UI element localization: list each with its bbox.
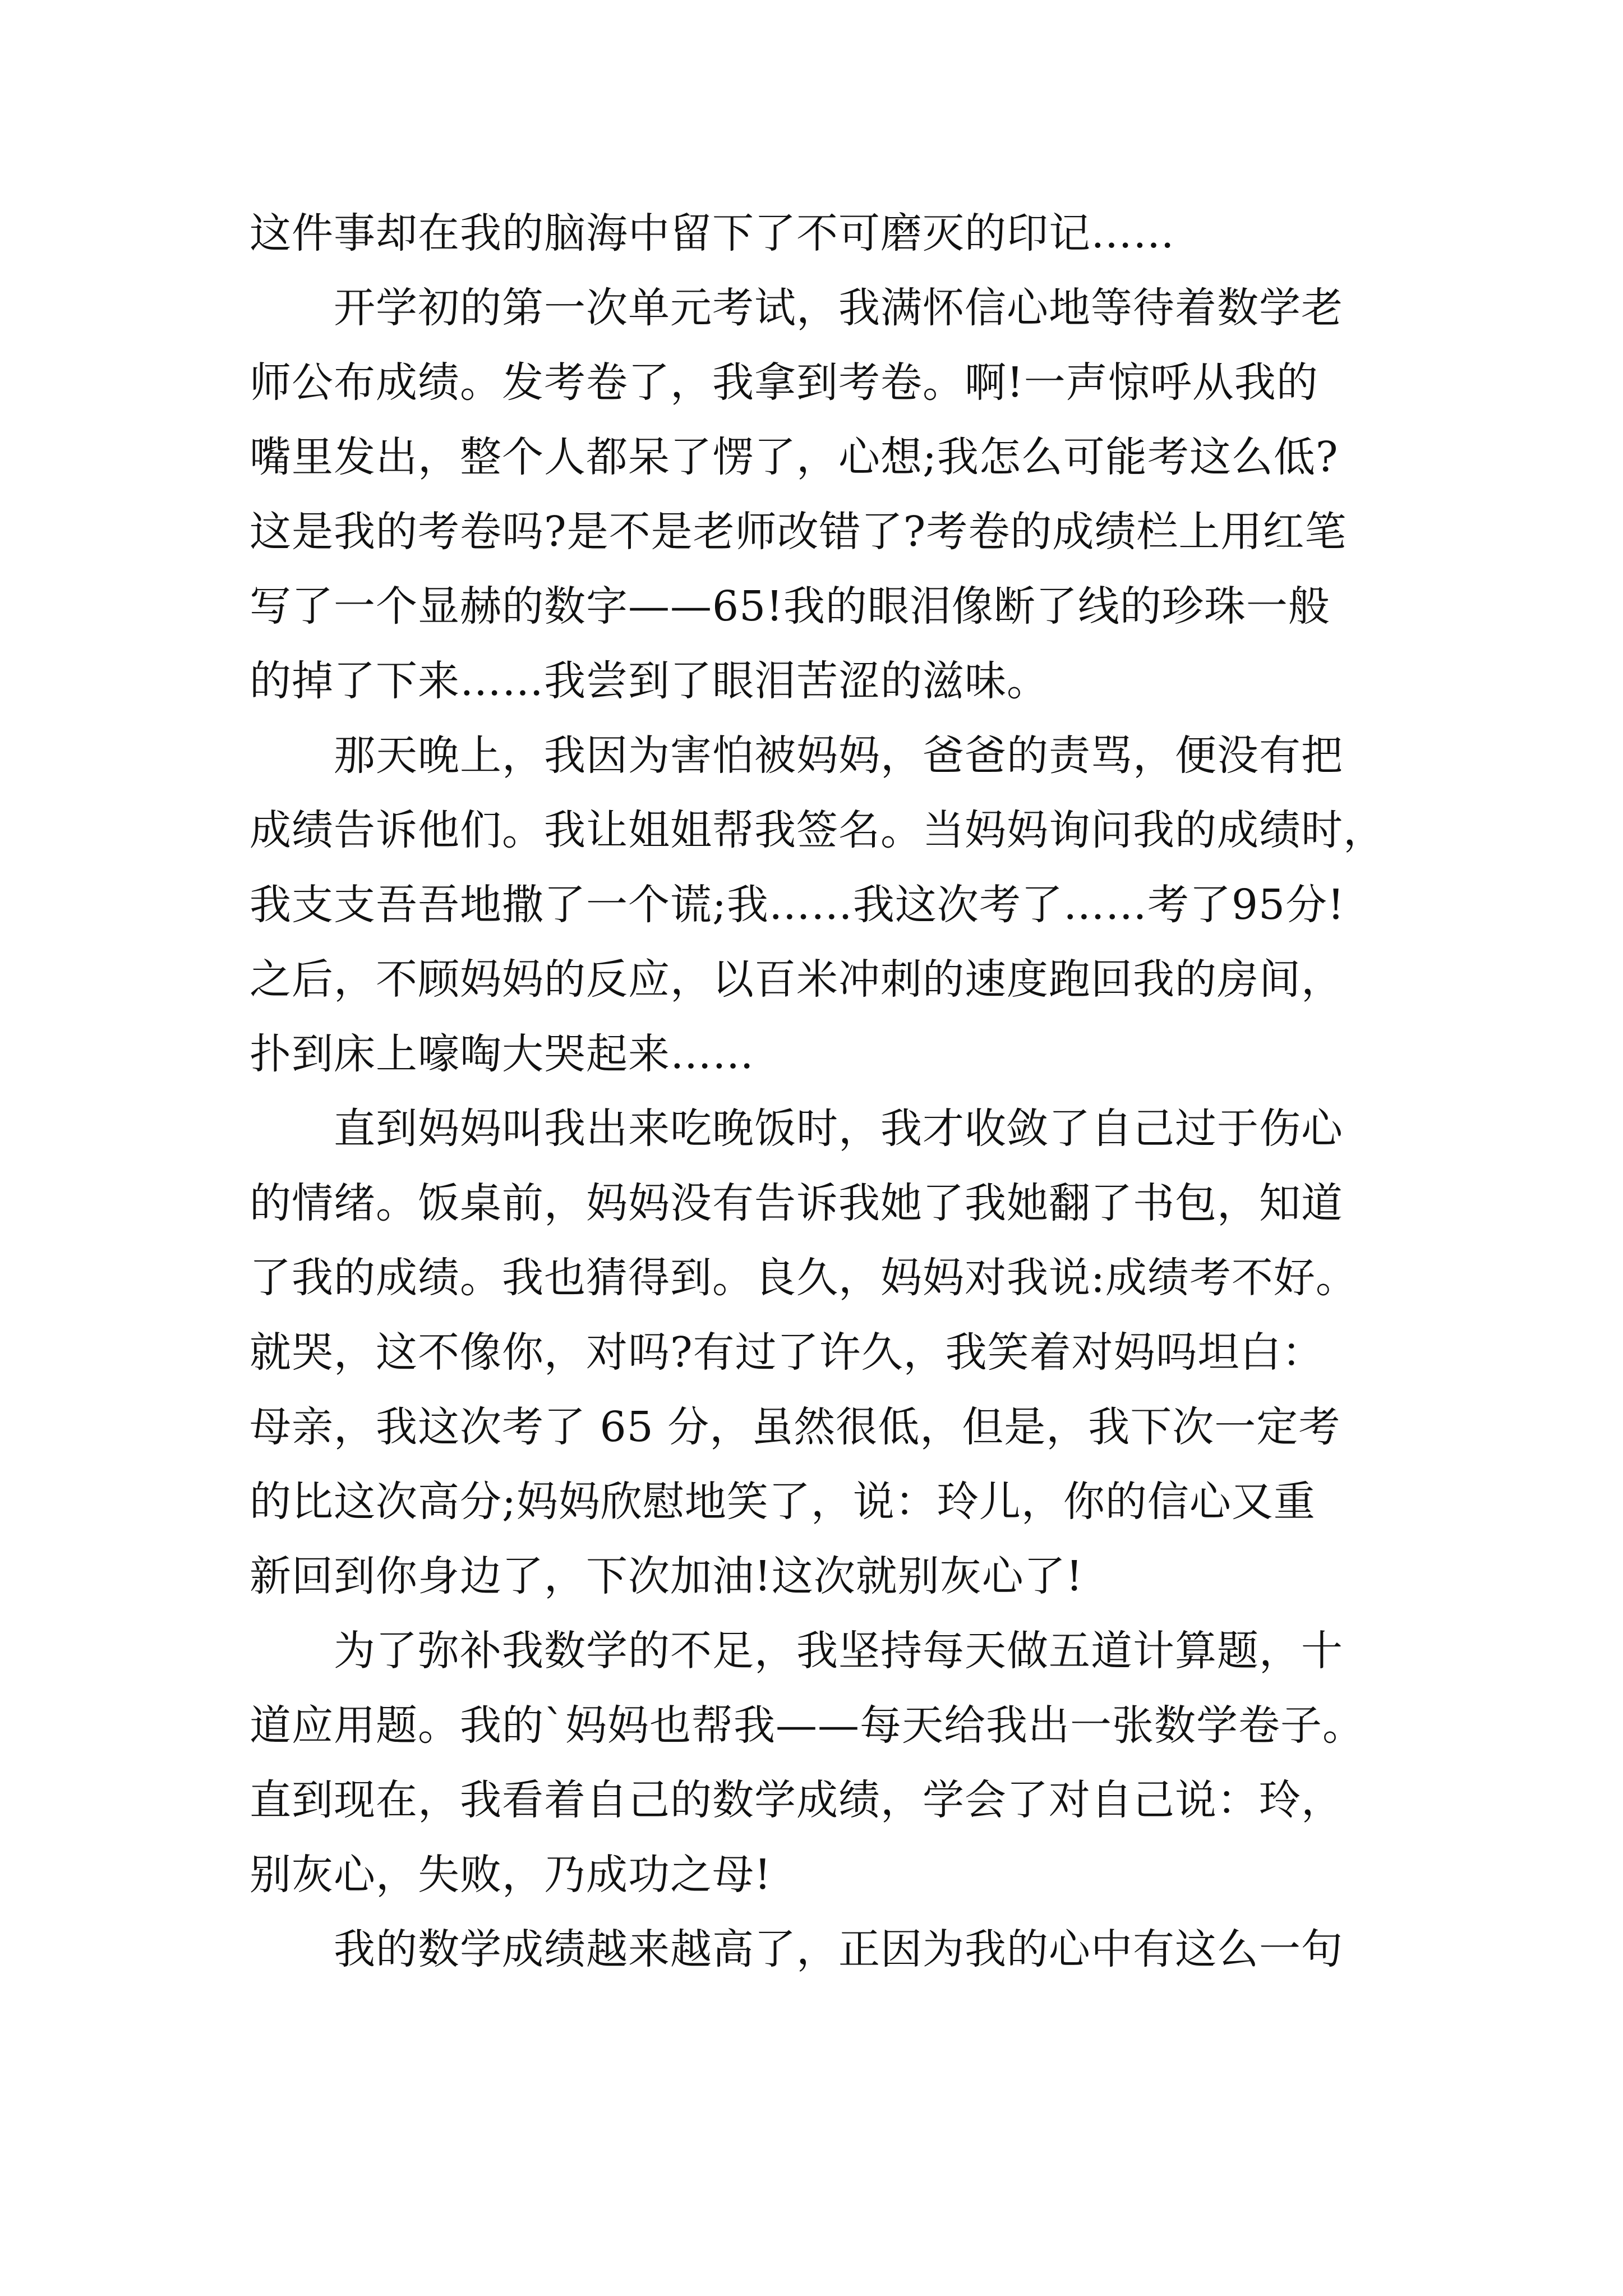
text-line: 之后，不顾妈妈的反应，以百米冲刺的速度跑回我的房间， (250, 955, 1343, 1004)
text-line: 那天晚上，我因为害怕被妈妈，爸爸的责骂，便没有把 (334, 731, 1343, 780)
text-line: 直到现在，我看着自己的数学成绩，学会了对自己说：玲， (250, 1776, 1343, 1824)
text-line: 我支支吾吾地撒了一个谎;我……我这次考了……考了95分! (250, 881, 1345, 929)
text-line: 为了弥补我数学的不足，我坚持每天做五道计算题，十 (334, 1627, 1343, 1675)
text-line: 的掉了下来……我尝到了眼泪苦涩的滋味。 (250, 657, 1049, 705)
essay-text (250, 196, 1385, 1987)
text-line: 扑到床上嚎啕大哭起来…… (250, 1030, 754, 1078)
text-line: 师公布成绩。发考卷了，我拿到考卷。啊!一声惊呼从我的 (250, 358, 1318, 407)
text-line: 道应用题。我的`妈妈也帮我——每天给我出一张数学卷子。 (250, 1701, 1364, 1750)
text-line: 开学初的第一次单元考试，我满怀信心地等待着数学老 (334, 284, 1343, 332)
text-line: 成绩告诉他们。我让姐姐帮我签名。当妈妈询问我的成绩时， (250, 806, 1385, 854)
text-line: 嘴里发出，整个人都呆了愣了，心想;我怎么可能考这么低? (250, 433, 1339, 481)
text-line: 的情绪。饭桌前，妈妈没有告诉我她了我她翻了书包，知道 (250, 1179, 1343, 1227)
text-line: 这是我的考卷吗?是不是老师改错了?考卷的成绩栏上用红笔 (250, 508, 1347, 556)
text-line: 别灰心，失败，乃成功之母! (250, 1851, 772, 1899)
text-line: 新回到你身边了，下次加油!这次就别灰心了! (250, 1552, 1083, 1600)
text-line: 了我的成绩。我也猜得到。良久，妈妈对我说:成绩考不好。 (250, 1254, 1358, 1302)
text-line: 直到妈妈叫我出来吃晚饭时，我才收敛了自己过于伤心 (334, 1105, 1343, 1153)
text-line: 写了一个显赫的数字——65!我的眼泪像断了线的珍珠一般 (250, 582, 1330, 631)
text-line: 就哭，这不像你，对吗?有过了许久，我笑着对妈吗坦白： (250, 1328, 1324, 1377)
text-line: 的比这次高分;妈妈欣慰地笑了，说：玲儿，你的信心又重 (250, 1478, 1316, 1526)
text-line: 这件事却在我的脑海中留下了不可磨灭的印记…… (250, 209, 1175, 257)
text-line: 我的数学成绩越来越高了，正因为我的心中有这么一句 (334, 1925, 1343, 1973)
text-line: 母亲，我这次考了 65 分，虽然很低，但是，我下次一定考 (250, 1403, 1341, 1451)
